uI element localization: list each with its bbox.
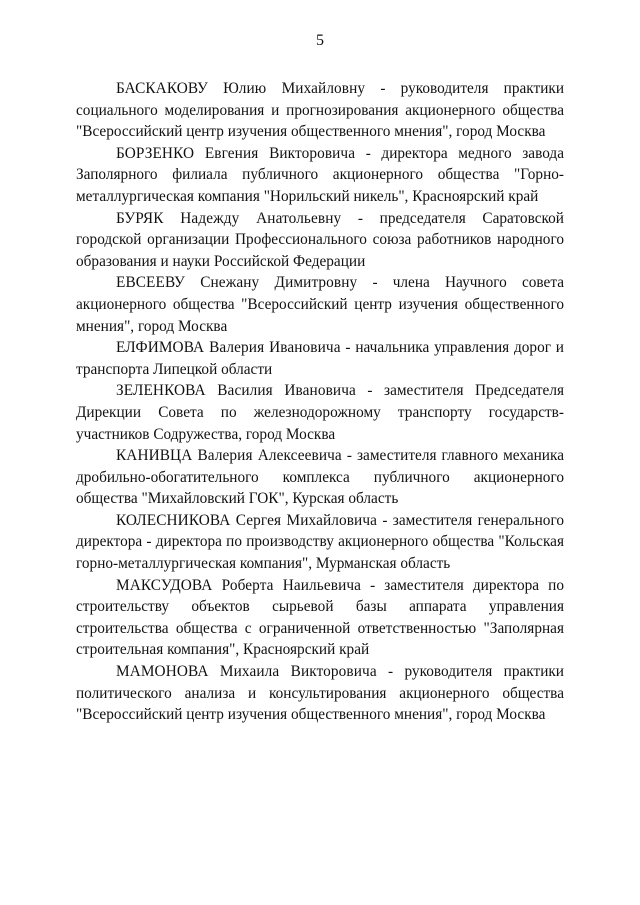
person-position: председателя Саратовской городской организации Профессионального союза работников народного образования и науки Российской Федерации — [76, 209, 564, 270]
person-position: заместителя главного механика дробильно-обогатительного комплекса публичного акционерного общества "Михайловский ГОК", Курская область — [76, 447, 564, 508]
person-name: КОЛЕСНИКОВА Сергея Михайловича — [116, 511, 378, 529]
document-body — [76, 78, 564, 726]
person-name: КАНИВЦА Валерия Алексеевича — [116, 447, 342, 465]
list-item: ЗЕЛЕНКОВА Василия Ивановича - заместителя Председателя Дирекции Совета по железнодорожному транспорту государств-участников Содружества, город Москва — [76, 382, 565, 443]
page-number: 5 — [316, 32, 324, 49]
person-name: МАКСУДОВА Роберта Наильевича — [116, 576, 362, 594]
person-position: члена Научного совета акционерного общества "Всероссийский центр изучения общественного мнения", город Москва — [76, 274, 564, 335]
list-item: ЕВСЕЕВУ Снежану Димитровну - члена Научного совета акционерного общества "Всероссийский центр изучения общественного мнения", город Москва — [76, 274, 564, 335]
person-position: заместителя генерального директора - директора по производству акционерного общества "Кольская горно-металлургическая компания", Мурманская область — [76, 511, 564, 573]
list-item: КАНИВЦА Валерия Алексеевича - заместителя главного механика дробильно-обогатительного комплекса публичного акционерного общества "Михайловский ГОК", Курская область — [76, 447, 564, 508]
list-item: БУРЯК Надежду Анатольевну - председателя Саратовской городской организации Профессионального союза работников народного образования и науки Российской Федерации — [76, 209, 564, 270]
person-name: МАМОНОВА Михаила Викторовича — [116, 663, 377, 681]
list-item: БАСКАКОВУ Юлию Михайловну - руководителя практики социального моделирования и прогнозирования акционерного общества "Всероссийский центр изучения общественного мнения", город Москва — [76, 80, 565, 141]
list-item: КОЛЕСНИКОВА Сергея Михайловича - заместителя генерального директора - директора по производству акционерного общества "Кольская горно-металлургическая компания", Мурманская область — [76, 511, 564, 573]
list-item: МАМОНОВА Михаила Викторовича - руководителя практики политического анализа и консультирования акционерного общества "Всероссийский центр изучения общественного мнения", город Москва — [76, 663, 564, 724]
person-position: начальника управления дорог и транспорта Липецкой области — [76, 339, 564, 378]
person-position: руководителя практики социального моделирования и прогнозирования акционерного общества "Всероссийский центр изучения общественного мнения", город Москва — [76, 80, 565, 141]
person-name: БУРЯК Надежду Анатольевну — [116, 209, 342, 227]
list-item: БОРЗЕНКО Евгения Викторовича - директора медного завода Заполярного филиала публичного акционерного общества "Горно-металлургическая компания "Норильский никель", Красноярский край — [76, 144, 564, 205]
person-name: ЗЕЛЕНКОВА Василия Ивановича — [116, 382, 356, 400]
person-position: директора медного завода Заполярного филиала публичного акционерного общества "Горно-металлургическая компания "Норильский никель", Красноярский край — [76, 144, 564, 205]
person-name: БОРЗЕНКО Евгения Викторовича — [116, 144, 356, 162]
list-item: ЕЛФИМОВА Валерия Ивановича - начальника управления дорог и транспорта Липецкой области — [76, 339, 564, 378]
person-position: заместителя директора по строительству объектов сырьевой базы аппарата управления строительства общества с ограниченной ответственностью "Заполярная строительная компания", Красноярский край — [76, 576, 564, 659]
list-item: МАКСУДОВА Роберта Наильевича - заместителя директора по строительству объектов сырьевой базы аппарата управления строительства общества с ограниченной ответственностью "Заполярная строительная компания", Красноярский край — [76, 576, 564, 659]
person-name: БАСКАКОВУ Юлию Михайловну — [116, 80, 366, 97]
person-position: заместителя Председателя Дирекции Совета по железнодорожному транспорту государств-участников Содружества, город Москва — [76, 382, 565, 443]
person-name: ЕЛФИМОВА Валерия Ивановича — [116, 339, 341, 357]
person-name: ЕВСЕЕВУ Снежану Димитровну — [116, 274, 358, 292]
person-position: руководителя практики политического анализа и консультирования акционерного общества "Всероссийский центр изучения общественного мнения", город Москва — [76, 663, 564, 724]
